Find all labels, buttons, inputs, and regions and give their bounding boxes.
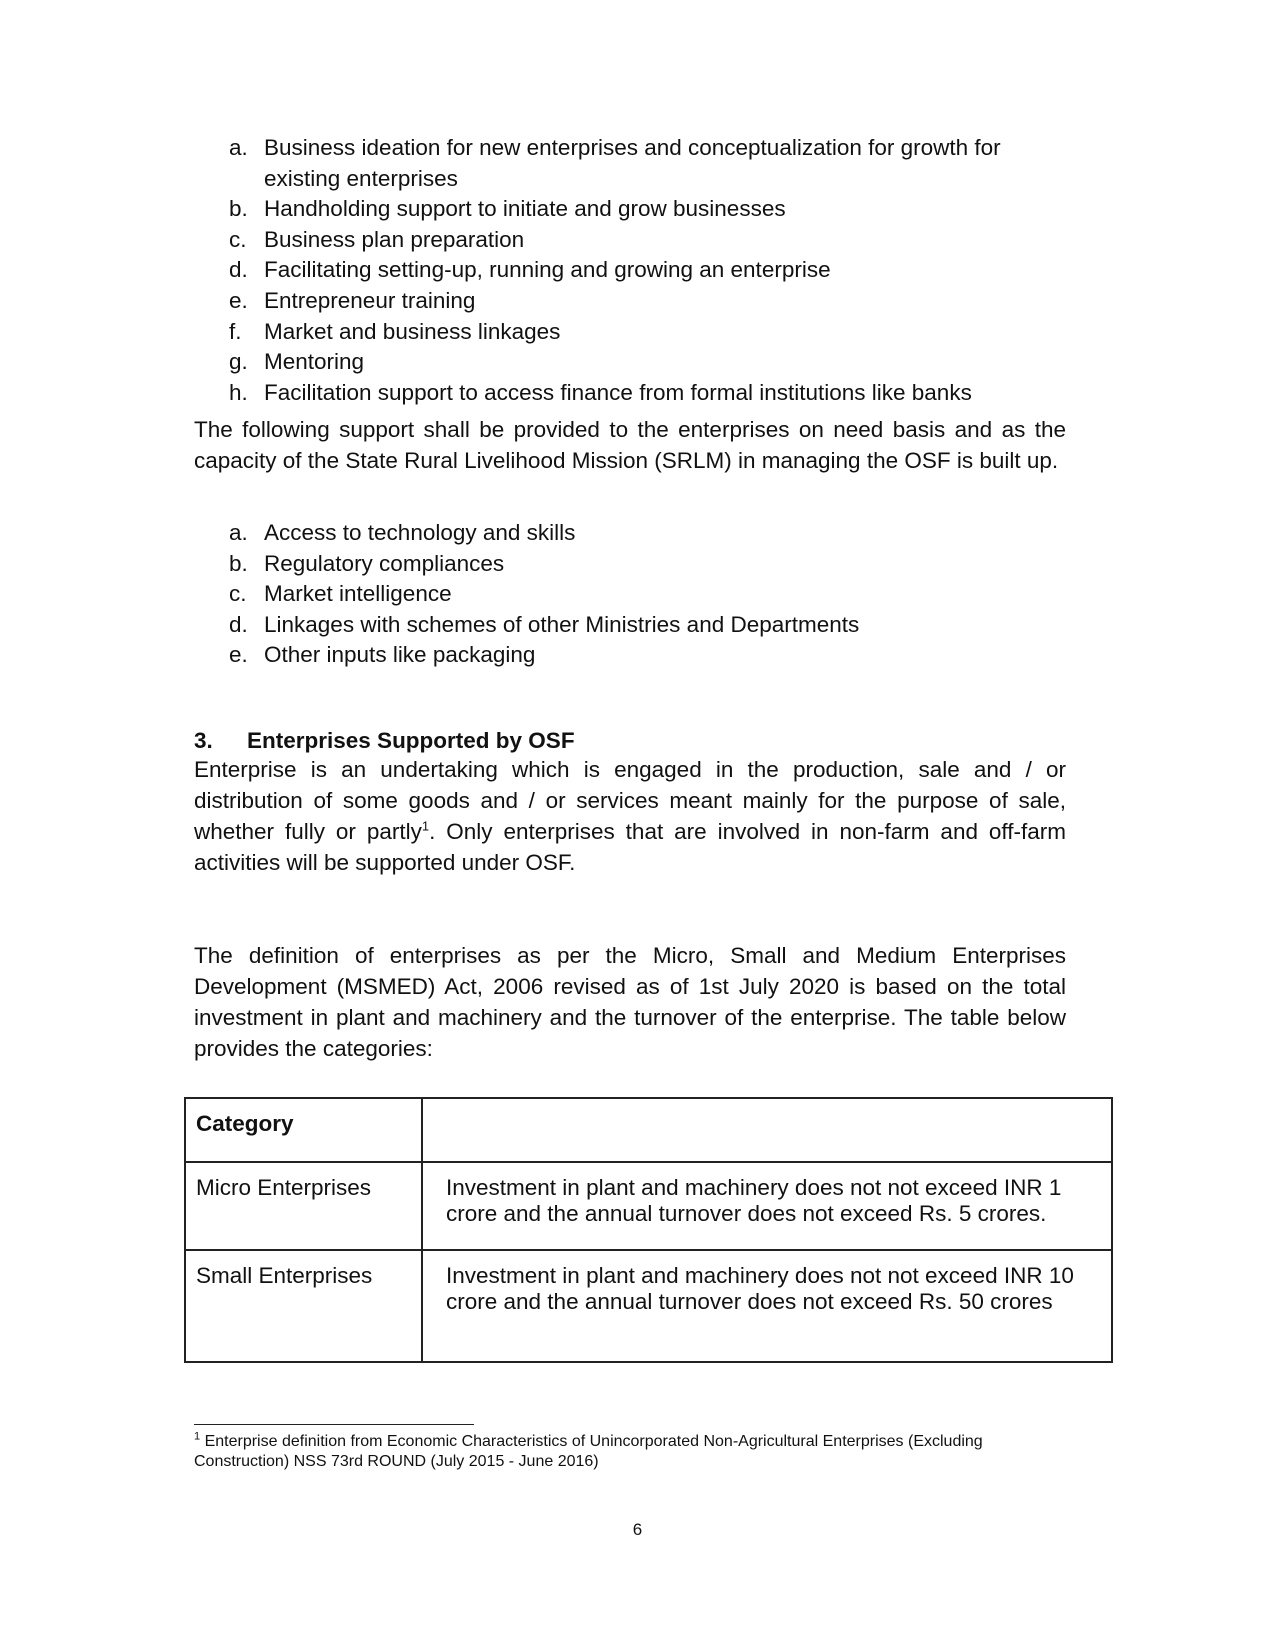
list-marker: c. [229, 581, 247, 607]
footnote-marker: 1 [194, 1430, 201, 1443]
footnote [194, 1432, 1064, 1472]
paragraph-text: Enterprise is an undertaking which is engaged in the production, sale and / or distribution of some goods and / or services meant mainly for the purpose of sale, whether fully or partly [194, 757, 1066, 844]
table-header-cell [185, 1098, 422, 1162]
list-item [229, 255, 1029, 286]
table-cell-description: Investment in plant and machinery does not not exceed INR 1 crore and the annual turnover does not exceed Rs. 5 crores. [422, 1162, 1112, 1250]
paragraph-text: . Only enterprises that are involved in non-farm and off-farm activities will be supported under OSF. [194, 819, 1066, 875]
list-item [229, 549, 1029, 580]
list-item-text: Business plan preparation [264, 226, 525, 252]
list-item-text: Market and business linkages [264, 318, 561, 344]
list-item-text: Entrepreneur training [264, 287, 476, 313]
footnote-divider [194, 1424, 474, 1425]
table-cell-description: Investment in plant and machinery does not not exceed INR 10 crore and the annual turnover does not exceed Rs. 50 crores [422, 1250, 1112, 1362]
enterprise-category-table [184, 1097, 1113, 1363]
section-title: Enterprises Supported by OSF [247, 728, 575, 753]
list-marker: f. [229, 318, 242, 344]
table-cell-category: Small Enterprises [185, 1250, 422, 1362]
list-item-text: Other inputs like packaging [264, 642, 536, 668]
list-item [229, 225, 1029, 256]
list-marker: b. [229, 196, 248, 222]
msmed-paragraph: The definition of enterprises as per the Micro, Small and Medium Enterprises Development (MSMED) Act, 2006 revised as of 1st July 2020 is based on the total investment in plant and machinery and the turnover of the enterprise. The table below provides the categories: [194, 943, 1066, 1061]
list-item-text: Market intelligence [264, 581, 452, 607]
list-marker: e. [229, 287, 248, 313]
support-list-primary [229, 133, 1029, 408]
list-item [229, 347, 1029, 378]
list-marker: b. [229, 550, 248, 576]
list-item [229, 518, 1029, 549]
list-item [229, 610, 1029, 641]
list-marker: h. [229, 379, 248, 405]
footnote-text: Enterprise definition from Economic Characteristics of Unincorporated Non-Agricultural Enterprises (Excluding Construction) NSS 73rd ROUND (July 2015 - June 2016) [194, 1433, 983, 1470]
list-item [229, 133, 1029, 194]
table-row [185, 1250, 1112, 1362]
table-row [185, 1162, 1112, 1250]
list-item [229, 640, 1029, 671]
list-item-text: Handholding support to initiate and grow businesses [264, 196, 786, 222]
category-header: Category [196, 1111, 294, 1136]
support-list-secondary [229, 518, 1029, 671]
list-item-text: Business ideation for new enterprises and conceptualization for growth for existing enterprises [264, 135, 1001, 191]
list-item-text: Regulatory compliances [264, 550, 505, 576]
section-heading [194, 726, 575, 756]
list-item-text: Mentoring [264, 349, 365, 375]
table-header-row [185, 1098, 1112, 1162]
list-item [229, 579, 1029, 610]
list-marker: g. [229, 349, 248, 375]
list-item-text: Access to technology and skills [264, 520, 576, 545]
list-item [229, 286, 1029, 317]
page-number: 6 [632, 1520, 643, 1539]
list-marker: c. [229, 226, 247, 252]
list-marker: a. [229, 520, 248, 545]
list-marker: d. [229, 611, 248, 637]
table-header-cell [422, 1098, 1112, 1162]
list-item [229, 194, 1029, 225]
enterprise-definition-paragraph [194, 754, 1066, 878]
list-marker: e. [229, 642, 248, 668]
list-item [229, 378, 1029, 409]
need-basis-paragraph: The following support shall be provided to the enterprises on need basis and as the capacity of the State Rural Livelihood Mission (SRLM) in managing the OSF is built up. [194, 417, 1066, 473]
list-item [229, 317, 1029, 348]
list-marker: a. [229, 135, 248, 160]
section-number: 3. [194, 728, 213, 753]
table-cell-category: Micro Enterprises [185, 1162, 422, 1250]
list-item-text: Linkages with schemes of other Ministries and Departments [264, 611, 860, 637]
list-item-text: Facilitating setting-up, running and growing an enterprise [264, 257, 831, 283]
list-item-text: Facilitation support to access finance from formal institutions like banks [264, 379, 972, 405]
footnote-reference[interactable]: 1 [421, 818, 430, 834]
list-marker: d. [229, 257, 248, 283]
